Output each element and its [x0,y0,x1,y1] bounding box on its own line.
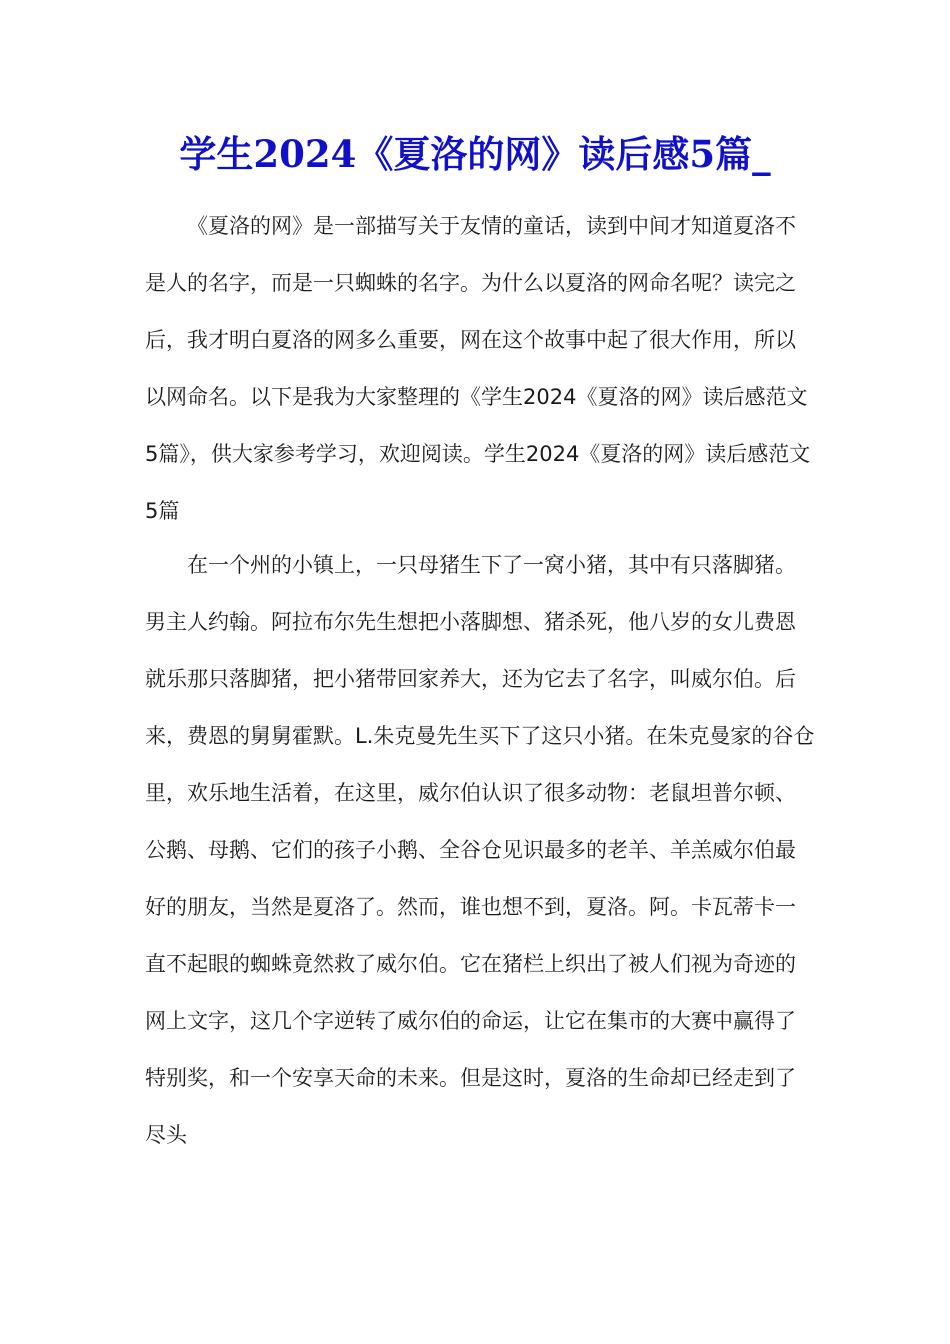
paragraph-story: 在一个州的小镇上，一只母猪生下了一窝小猪，其中有只落脚猪。男主人约翰。阿拉布尔先生想把小落脚想、猪杀死，他八岁的女儿费恩就乐那只落脚猪，把小猪带回家养大，还为它去了名字，叫威尔伯。后来，费恩的舅舅霍默。L.朱克曼先生买下了这只小猪。在朱克曼家的谷仓里，欢乐地生活着，在这里，威尔伯认识了很多动物：老鼠坦普尔顿、公鹅、母鹅、它们的孩子小鹅、全谷仓见识最多的老羊、羊羔威尔伯最好的朋友，当然是夏洛了。然而，谁也想不到，夏洛。阿。卡瓦蒂卡一直不起眼的蜘蛛竟然救了威尔伯。它在猪栏上织出了被人们视为奇迹的网上文字，这几个字逆转了威尔伯的命运，让它在集市的大赛中赢得了特别奖，和一个安享天命的未来。但是这时，夏洛的生命却已经走到了尽头 [145,553,815,1147]
paragraph-container-intro [145,198,815,540]
paragraph-intro: 《夏洛的网》是一部描写关于友情的童话，读到中间才知道夏洛不是人的名字，而是一只蜘蛛的名字。为什么以夏洛的网命名呢？读完之后，我才明白夏洛的网多么重要，网在这个故事中起了很大作用，所以以网命名。以下是我为大家整理的《学生2024《夏洛的网》读后感范文5篇》，供大家参考学习，欢迎阅读。学生2024《夏洛的网》读后感范文5篇 [145,214,811,523]
paragraph-container-story [145,537,815,1164]
document-title: 学生2024《夏洛的网》读后感5篇_ [179,132,771,176]
